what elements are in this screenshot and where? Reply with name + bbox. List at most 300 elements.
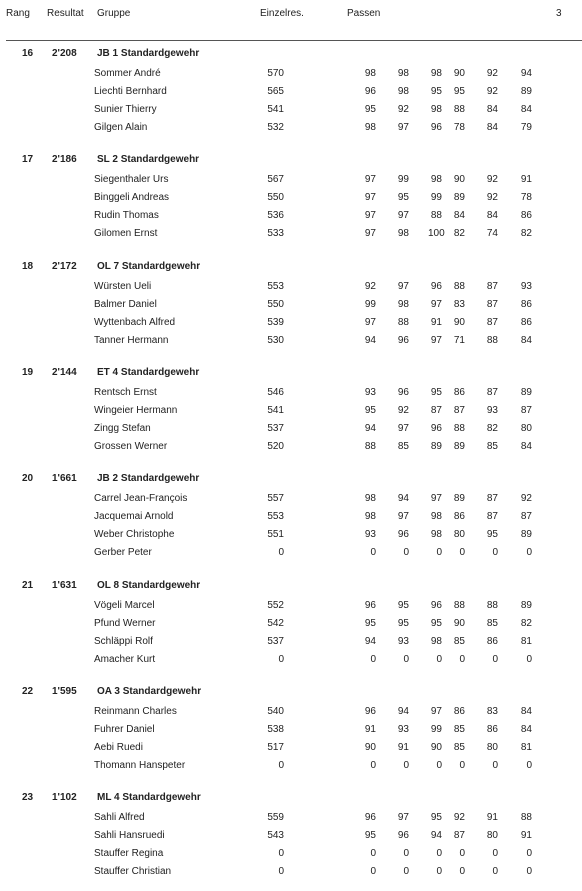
passe-score: 79 [520, 122, 532, 133]
group-name: JB 1 Standardgewehr [97, 48, 200, 59]
passe-score: 88 [364, 441, 376, 452]
group-rank: 23 [22, 792, 34, 803]
passe-score: 84 [453, 210, 465, 221]
passe-score: 86 [520, 210, 532, 221]
shooter-total: 540 [267, 706, 284, 717]
passe-score: 0 [370, 760, 376, 771]
shooter-total: 550 [267, 299, 284, 310]
shooter-total: 539 [267, 317, 284, 328]
shooter-row [0, 174, 582, 190]
shooter-total: 553 [267, 281, 284, 292]
passe-score: 97 [364, 317, 376, 328]
passe-score: 88 [430, 210, 442, 221]
group-rank: 22 [22, 686, 34, 697]
passe-score: 0 [436, 866, 442, 877]
shooter-row [0, 636, 582, 652]
passe-score: 87 [486, 317, 498, 328]
passe-score: 0 [403, 547, 409, 558]
passe-score: 86 [520, 317, 532, 328]
passe-score: 92 [453, 812, 465, 823]
passe-score: 95 [364, 830, 376, 841]
shooter-name: Schläppi Rolf [94, 636, 153, 647]
passe-score: 92 [486, 192, 498, 203]
passe-score: 85 [486, 618, 498, 629]
passe-score: 98 [430, 104, 442, 115]
passe-score: 0 [492, 654, 498, 665]
passe-score: 91 [364, 724, 376, 735]
passe-score: 84 [486, 104, 498, 115]
shooter-total: 533 [267, 228, 284, 239]
passe-score: 93 [520, 281, 532, 292]
shooter-name: Sahli Alfred [94, 812, 145, 823]
passe-score: 97 [364, 192, 376, 203]
passe-score: 82 [453, 228, 465, 239]
passe-score: 96 [430, 600, 442, 611]
passe-score: 81 [520, 742, 532, 753]
passe-score: 96 [397, 335, 409, 346]
passe-score: 88 [453, 281, 465, 292]
passe-score: 88 [453, 104, 465, 115]
passe-score: 95 [486, 529, 498, 540]
passe-score: 85 [453, 742, 465, 753]
passe-score: 98 [397, 228, 409, 239]
passe-score: 0 [459, 547, 465, 558]
shooter-name: Zingg Stefan [94, 423, 151, 434]
shooter-name: Würsten Ueli [94, 281, 152, 292]
passe-score: 0 [459, 760, 465, 771]
shooter-total: 565 [267, 86, 284, 97]
shooter-total: 517 [267, 742, 284, 753]
shooter-total: 546 [267, 387, 284, 398]
shooter-row [0, 317, 582, 333]
passe-score: 85 [397, 441, 409, 452]
shooter-name: Tanner Hermann [94, 335, 169, 346]
passe-score: 98 [364, 493, 376, 504]
passe-score: 96 [397, 529, 409, 540]
passe-score: 96 [364, 86, 376, 97]
shooter-total: 0 [278, 654, 284, 665]
shooter-row [0, 866, 582, 882]
shooter-row [0, 618, 582, 634]
shooter-row [0, 299, 582, 315]
passe-score: 87 [486, 387, 498, 398]
shooter-total: 543 [267, 830, 284, 841]
shooter-name: Carrel Jean-François [94, 493, 188, 504]
passe-score: 99 [364, 299, 376, 310]
shooter-row [0, 228, 582, 244]
column-header-einzelres: Einzelres. [260, 8, 304, 19]
passe-score: 96 [397, 830, 409, 841]
group-result: 2'172 [52, 261, 77, 272]
shooter-row [0, 760, 582, 776]
passe-score: 97 [364, 228, 376, 239]
passe-score: 92 [397, 405, 409, 416]
passe-score: 0 [492, 760, 498, 771]
passe-score: 80 [486, 830, 498, 841]
shooter-name: Rudin Thomas [94, 210, 159, 221]
shooter-row [0, 441, 582, 457]
passe-score: 100 [428, 228, 445, 239]
passe-score: 90 [453, 68, 465, 79]
passe-score: 85 [453, 724, 465, 735]
passe-score: 86 [453, 511, 465, 522]
shooter-row [0, 68, 582, 84]
passe-score: 92 [486, 68, 498, 79]
passe-score: 97 [430, 706, 442, 717]
shooter-name: Gilomen Ernst [94, 228, 158, 239]
passe-score: 97 [430, 335, 442, 346]
shooter-row [0, 281, 582, 297]
column-header-gruppe: Gruppe [97, 8, 131, 19]
passe-score: 94 [397, 493, 409, 504]
group-rank: 16 [22, 48, 34, 59]
passe-score: 83 [453, 299, 465, 310]
shooter-total: 538 [267, 724, 284, 735]
shooter-row [0, 511, 582, 527]
shooter-row [0, 86, 582, 102]
passe-score: 88 [486, 335, 498, 346]
passe-score: 88 [453, 600, 465, 611]
shooter-total: 541 [267, 405, 284, 416]
group-rank: 20 [22, 473, 34, 484]
shooter-total: 530 [267, 335, 284, 346]
shooter-row [0, 122, 582, 138]
passe-score: 84 [520, 104, 532, 115]
shooter-name: Stauffer Regina [94, 848, 164, 859]
shooter-name: Grossen Werner [94, 441, 168, 452]
passe-score: 0 [526, 654, 532, 665]
passe-score: 74 [486, 228, 498, 239]
group-rank: 18 [22, 261, 34, 272]
passe-score: 89 [453, 493, 465, 504]
passe-score: 90 [453, 317, 465, 328]
passe-score: 0 [436, 547, 442, 558]
passe-score: 92 [486, 174, 498, 185]
shooter-name: Sommer André [94, 68, 161, 79]
shooter-total: 0 [278, 547, 284, 558]
shooter-row [0, 830, 582, 846]
passe-score: 98 [364, 511, 376, 522]
passe-score: 94 [364, 423, 376, 434]
passe-score: 87 [486, 299, 498, 310]
passe-score: 92 [364, 281, 376, 292]
passe-score: 94 [364, 636, 376, 647]
shooter-row [0, 547, 582, 563]
shooter-total: 532 [267, 122, 284, 133]
shooter-total: 536 [267, 210, 284, 221]
shooter-name: Liechti Bernhard [94, 86, 167, 97]
shooter-total: 567 [267, 174, 284, 185]
passe-score: 96 [430, 423, 442, 434]
shooter-total: 551 [267, 529, 284, 540]
passe-score: 87 [453, 405, 465, 416]
group-name: JB 2 Standardgewehr [97, 473, 200, 484]
passe-score: 0 [459, 654, 465, 665]
passe-score: 86 [520, 299, 532, 310]
passe-score: 98 [430, 511, 442, 522]
shooter-total: 520 [267, 441, 284, 452]
shooter-row [0, 335, 582, 351]
passe-score: 95 [397, 192, 409, 203]
shooter-name: Sahli Hansruedi [94, 830, 165, 841]
passe-score: 92 [520, 493, 532, 504]
shooter-name: Rentsch Ernst [94, 387, 157, 398]
passe-score: 89 [520, 600, 532, 611]
passe-score: 96 [364, 600, 376, 611]
passe-score: 86 [453, 387, 465, 398]
passe-score: 80 [453, 529, 465, 540]
passe-score: 96 [364, 706, 376, 717]
passe-score: 89 [430, 441, 442, 452]
shooter-name: Balmer Daniel [94, 299, 157, 310]
group-result: 1'595 [52, 686, 77, 697]
passe-score: 97 [364, 210, 376, 221]
passe-score: 0 [492, 547, 498, 558]
shooter-name: Thomann Hanspeter [94, 760, 186, 771]
shooter-row [0, 600, 582, 616]
shooter-total: 550 [267, 192, 284, 203]
shooter-total: 537 [267, 423, 284, 434]
passe-score: 0 [436, 848, 442, 859]
shooter-total: 537 [267, 636, 284, 647]
passe-score: 99 [430, 192, 442, 203]
passe-score: 0 [459, 866, 465, 877]
passe-score: 91 [430, 317, 442, 328]
passe-score: 97 [430, 299, 442, 310]
passe-score: 90 [430, 742, 442, 753]
passe-score: 80 [486, 742, 498, 753]
passe-score: 0 [436, 654, 442, 665]
shooter-name: Weber Christophe [94, 529, 175, 540]
shooter-name: Wyttenbach Alfred [94, 317, 176, 328]
passe-score: 83 [486, 706, 498, 717]
passe-score: 97 [397, 281, 409, 292]
shooter-row [0, 493, 582, 509]
passe-score: 78 [453, 122, 465, 133]
shooter-row [0, 210, 582, 226]
passe-score: 87 [520, 511, 532, 522]
passe-score: 99 [430, 724, 442, 735]
shooter-name: Gerber Peter [94, 547, 152, 558]
passe-score: 93 [397, 724, 409, 735]
passe-score: 84 [520, 335, 532, 346]
header-rule [6, 40, 582, 41]
shooter-name: Sunier Thierry [94, 104, 157, 115]
passe-score: 98 [397, 86, 409, 97]
passe-score: 92 [397, 104, 409, 115]
shooter-total: 541 [267, 104, 284, 115]
passe-score: 95 [364, 618, 376, 629]
group-result: 1'631 [52, 580, 77, 591]
passe-score: 84 [486, 122, 498, 133]
passe-score: 0 [526, 866, 532, 877]
passe-score: 90 [453, 174, 465, 185]
group-result: 2'208 [52, 48, 77, 59]
passe-score: 0 [526, 760, 532, 771]
passe-score: 80 [520, 423, 532, 434]
passe-score: 0 [436, 760, 442, 771]
shooter-name: Aebi Ruedi [94, 742, 143, 753]
column-header-resultat: Resultat [47, 8, 84, 19]
group-result: 2'144 [52, 367, 77, 378]
passe-score: 95 [397, 600, 409, 611]
passe-score: 71 [453, 335, 465, 346]
passe-score: 95 [397, 618, 409, 629]
passe-score: 78 [520, 192, 532, 203]
passe-score: 94 [397, 706, 409, 717]
column-header-rang: Rang [6, 8, 30, 19]
passe-score: 0 [492, 866, 498, 877]
passe-score: 87 [486, 511, 498, 522]
passe-score: 97 [430, 493, 442, 504]
passe-score: 85 [486, 441, 498, 452]
shooter-name: Stauffer Christian [94, 866, 172, 877]
passe-score: 93 [364, 387, 376, 398]
shooter-row [0, 654, 582, 670]
passe-score: 89 [520, 387, 532, 398]
passe-score: 82 [486, 423, 498, 434]
passe-score: 88 [453, 423, 465, 434]
group-name: ML 4 Standardgewehr [97, 792, 201, 803]
passe-score: 98 [397, 299, 409, 310]
passe-score: 98 [430, 68, 442, 79]
passe-score: 96 [430, 281, 442, 292]
shooter-name: Siegenthaler Urs [94, 174, 169, 185]
shooter-total: 552 [267, 600, 284, 611]
passe-score: 0 [370, 654, 376, 665]
passe-score: 96 [364, 812, 376, 823]
shooter-total: 0 [278, 848, 284, 859]
shooter-name: Jacquemai Arnold [94, 511, 174, 522]
shooter-row [0, 706, 582, 722]
passe-score: 91 [520, 830, 532, 841]
shooter-row [0, 387, 582, 403]
passe-score: 0 [403, 760, 409, 771]
passe-score: 97 [397, 210, 409, 221]
passe-score: 88 [486, 600, 498, 611]
group-rank: 19 [22, 367, 34, 378]
passe-score: 91 [397, 742, 409, 753]
passe-score: 95 [453, 86, 465, 97]
passe-score: 84 [520, 706, 532, 717]
passe-score: 89 [520, 86, 532, 97]
shooter-total: 557 [267, 493, 284, 504]
group-result: 1'102 [52, 792, 77, 803]
passe-score: 82 [520, 618, 532, 629]
passe-score: 95 [430, 86, 442, 97]
passe-score: 86 [453, 706, 465, 717]
passe-score: 89 [520, 529, 532, 540]
passe-score: 0 [526, 848, 532, 859]
shooter-total: 542 [267, 618, 284, 629]
group-name: OL 8 Standardgewehr [97, 580, 201, 591]
shooter-name: Wingeier Hermann [94, 405, 178, 416]
passe-score: 86 [486, 724, 498, 735]
shooter-total: 559 [267, 812, 284, 823]
shooter-row [0, 724, 582, 740]
passe-score: 94 [364, 335, 376, 346]
shooter-total: 553 [267, 511, 284, 522]
passe-score: 95 [364, 104, 376, 115]
passe-score: 96 [397, 387, 409, 398]
shooter-name: Gilgen Alain [94, 122, 148, 133]
passe-score: 87 [520, 405, 532, 416]
shooter-total: 0 [278, 760, 284, 771]
passe-score: 91 [520, 174, 532, 185]
passe-score: 97 [397, 423, 409, 434]
passe-score: 95 [430, 618, 442, 629]
passe-score: 98 [430, 636, 442, 647]
passe-score: 94 [520, 68, 532, 79]
passe-score: 0 [403, 848, 409, 859]
page-number: 3 [556, 8, 562, 19]
passe-score: 95 [364, 405, 376, 416]
passe-score: 95 [430, 387, 442, 398]
passe-score: 99 [397, 174, 409, 185]
shooter-row [0, 423, 582, 439]
shooter-name: Amacher Kurt [94, 654, 156, 665]
passe-score: 81 [520, 636, 532, 647]
shooter-name: Vögeli Marcel [94, 600, 155, 611]
passe-score: 87 [486, 281, 498, 292]
shooter-total: 0 [278, 866, 284, 877]
passe-score: 0 [459, 848, 465, 859]
group-rank: 21 [22, 580, 34, 591]
passe-score: 98 [364, 122, 376, 133]
passe-score: 86 [486, 636, 498, 647]
passe-score: 0 [370, 547, 376, 558]
passe-score: 90 [453, 618, 465, 629]
passe-score: 82 [520, 228, 532, 239]
passe-score: 0 [370, 866, 376, 877]
passe-score: 93 [486, 405, 498, 416]
passe-score: 91 [486, 812, 498, 823]
passe-score: 0 [403, 654, 409, 665]
group-name: OA 3 Standardgewehr [97, 686, 202, 697]
passe-score: 97 [397, 122, 409, 133]
passe-score: 98 [397, 68, 409, 79]
column-header-passen: Passen [347, 8, 381, 19]
shooter-name: Pfund Werner [94, 618, 156, 629]
group-name: ET 4 Standardgewehr [97, 367, 200, 378]
passe-score: 84 [486, 210, 498, 221]
passe-score: 97 [364, 174, 376, 185]
shooter-name: Reinmann Charles [94, 706, 177, 717]
passe-score: 94 [430, 830, 442, 841]
shooter-total: 570 [267, 68, 284, 79]
group-name: OL 7 Standardgewehr [97, 261, 201, 272]
passe-score: 84 [520, 724, 532, 735]
passe-score: 0 [403, 866, 409, 877]
passe-score: 84 [520, 441, 532, 452]
passe-score: 98 [364, 68, 376, 79]
passe-score: 88 [520, 812, 532, 823]
passe-score: 93 [364, 529, 376, 540]
shooter-row [0, 848, 582, 864]
shooter-row [0, 812, 582, 828]
shooter-name: Binggeli Andreas [94, 192, 170, 203]
passe-score: 85 [453, 636, 465, 647]
group-rank: 17 [22, 154, 34, 165]
passe-score: 88 [397, 317, 409, 328]
passe-score: 92 [486, 86, 498, 97]
passe-score: 89 [453, 192, 465, 203]
shooter-row [0, 104, 582, 120]
passe-score: 90 [364, 742, 376, 753]
passe-score: 98 [430, 529, 442, 540]
passe-score: 89 [453, 441, 465, 452]
passe-score: 0 [526, 547, 532, 558]
